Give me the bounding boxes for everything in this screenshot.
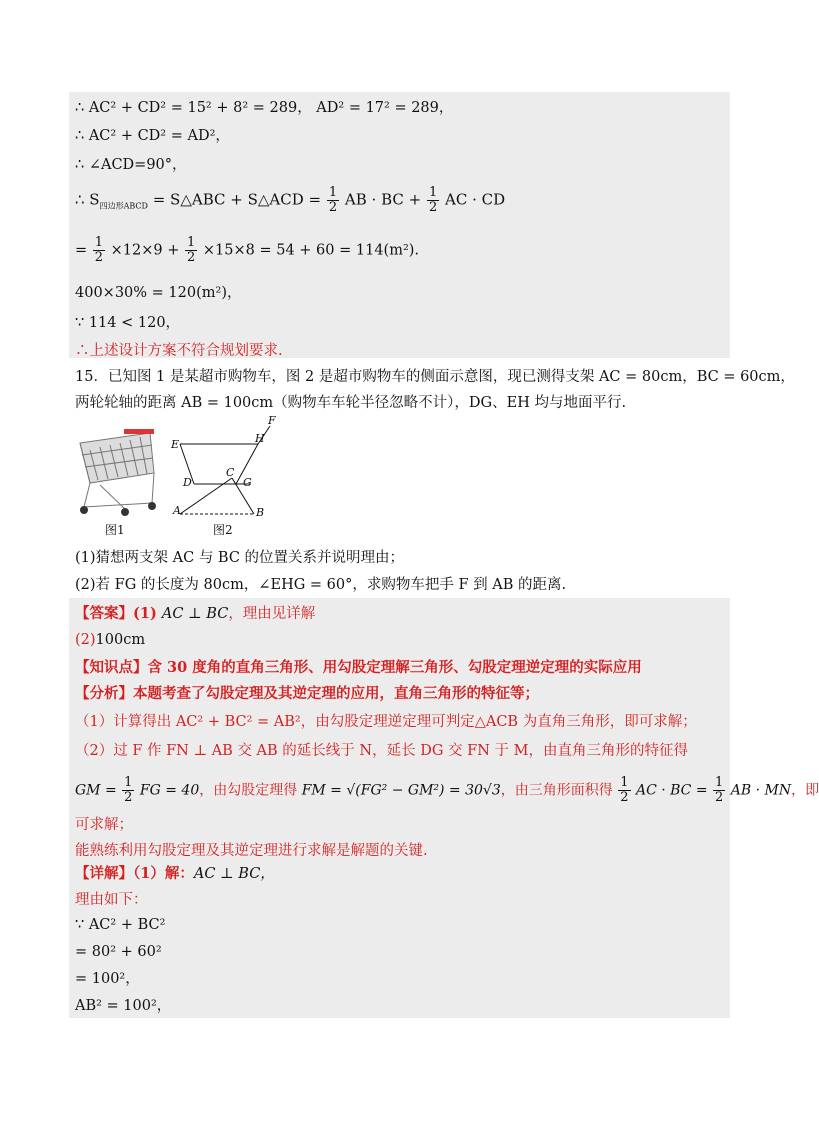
answer-1: 【答案】(1) AC ⊥ BC，理由见详解 xyxy=(75,605,316,622)
eq-line-1: ∴ AC² + CD² = 15² + 8² = 289， AD² = 17² = 289， xyxy=(75,100,454,116)
eq-line-percent: 400×30% = 120(m²)， xyxy=(75,285,242,301)
detail-4: = 80² + 60² xyxy=(75,944,162,960)
detail-5: = 100²， xyxy=(75,971,140,987)
fig2-caption: 图2 xyxy=(213,523,233,537)
problem-line-1: 15．已知图 1 是某超市购物车，图 2 是超市购物车的侧面示意图，现已测得支架 AC = 80cm，BC = 60cm， xyxy=(75,369,795,385)
eq-line-area: ∴ $S_{四边形ABCD}$ = S△ABC + S△ACD = $\frac{1}{2}$ AB · BC + $\frac{1}{2}$ AC · CD xyxy=(75,185,506,215)
analysis-4: 可求解； xyxy=(75,817,133,833)
shopping-cart-image xyxy=(70,425,162,520)
label-E: E xyxy=(171,438,180,451)
analysis-5: 能熟练利用勾股定理及其逆定理进行求解是解题的关键. xyxy=(75,843,428,859)
label-G: G xyxy=(243,476,252,489)
eq-line-compare: ∵ 114 < 120， xyxy=(75,315,181,331)
label-C: C xyxy=(226,466,235,479)
analysis-1: （1）计算得出 AC² + BC² = AB²，由勾股定理逆定理可判定△ACB 为直角三角形，即可求解； xyxy=(75,714,697,730)
eq-line-2: ∴ AC² + CD² = AD²， xyxy=(75,128,230,144)
detail-3: ∵ AC² + BC² xyxy=(75,917,166,933)
question-1: (1)猜想两支架 AC 与 BC 的位置关系并说明理由； xyxy=(75,550,405,566)
eq-line-3: ∴ ∠ACD=90°， xyxy=(75,157,187,173)
answer-2: (2)100cm xyxy=(75,632,146,648)
fig1-caption: 图1 xyxy=(105,523,125,537)
label-D: D xyxy=(183,476,192,489)
label-A: A xyxy=(173,504,181,517)
detail-6: AB² = 100²， xyxy=(75,998,172,1014)
detail-2: 理由如下： xyxy=(75,892,148,908)
analysis-title: 【分析】本题考查了勾股定理及其逆定理的应用，直角三角形的特征等； xyxy=(75,685,539,702)
eq-line-calc: = $\frac{1}{2}$ ×12×9 + $\frac{1}{2}$ ×15×8 = 54 + 60 = 114(m²). xyxy=(75,235,420,265)
label-H: H xyxy=(255,432,265,445)
problem-line-2: 两轮轮轴的距离 AB = 100cm（购物车车轮半径忽略不计），DG、EH 均与地面平行. xyxy=(75,395,627,411)
conclusion: ∴上述设计方案不符合规划要求. xyxy=(75,343,283,359)
detail-1: 【详解】（1）解：AC ⊥ BC， xyxy=(75,865,275,882)
label-F: F xyxy=(268,414,276,427)
question-2: (2)若 FG 的长度为 80cm，∠EHG = 60°，求购物车把手 F 到 AB 的距离. xyxy=(75,577,567,593)
analysis-3: GM = $\frac{1}{2}$ FG = 40，由勾股定理得 FM = √(FG² − GM²) = 30√3，由三角形面积得 $\frac{1}{2}$ AC · BC = $\frac{1}{2}$ AB · MN，即 xyxy=(75,775,819,805)
knowledge-points: 【知识点】含 30 度角的直角三角形、用勾股定理解三角形、勾股定理逆定理的实际应用 xyxy=(75,659,642,676)
label-B: B xyxy=(256,506,265,519)
analysis-2: （2）过 F 作 FN ⊥ AB 交 AB 的延长线于 N，延长 DG 交 FN 于 M，由直角三角形的特征得 xyxy=(75,743,688,759)
